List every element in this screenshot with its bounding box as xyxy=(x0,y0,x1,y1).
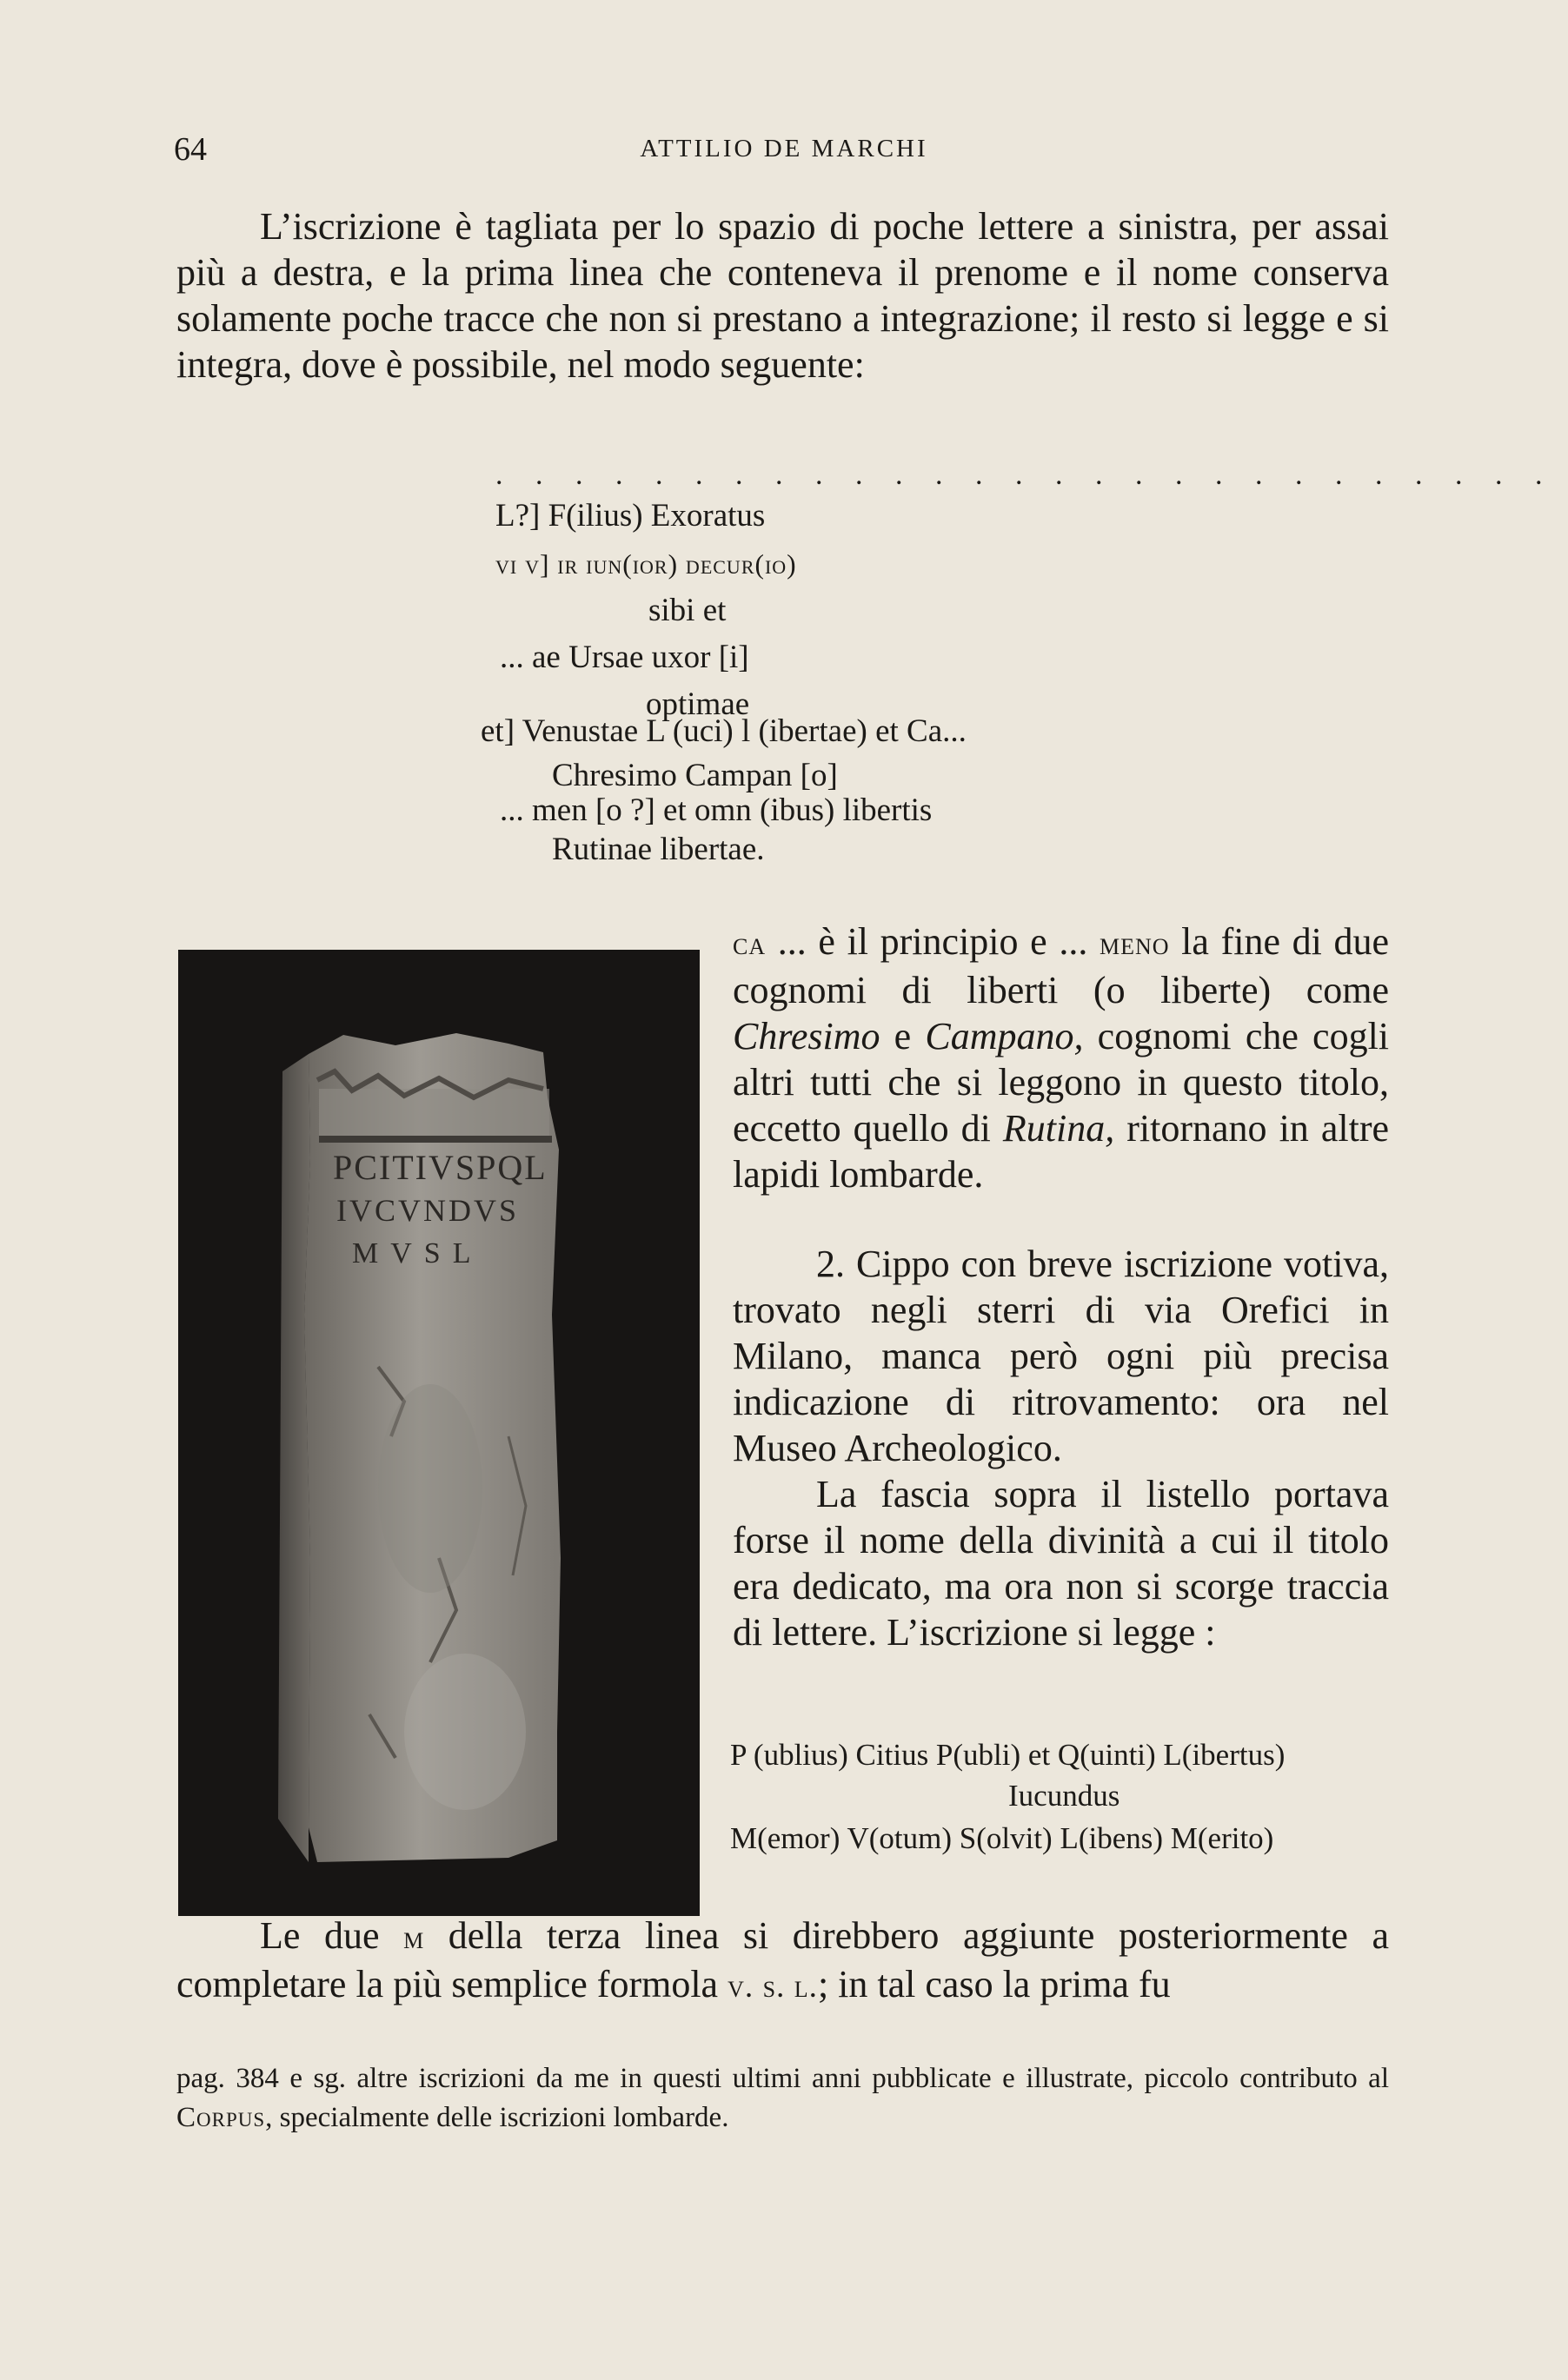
page-number: 64 xyxy=(174,131,207,168)
intro-text: L’iscrizione è tagliata per lo spazio di poche lettere a sinistra, per assai più a destra, e la prima linea che conteneva il prenome e il nome conserva solamente poche tracce che non si prestano a integrazione; il resto si legge e si integra, dove è possibile, nel modo seguente: xyxy=(176,205,1389,386)
photo-inscription-line: PCITIVSPQL xyxy=(333,1148,548,1187)
photo-inscription-line: MVSL xyxy=(352,1237,483,1270)
inscription-dots: . . . . . . . . . . . . . . . . . . . . . . . . . . . xyxy=(495,459,1555,491)
text-segment: ritornano in altre lapidi lombarde. xyxy=(733,1107,1390,1196)
column-paragraph-2-text: 2. Cippo con breve iscrizione votiva, trovato negli sterri di via Orefici in Milano, manca però ogni più precisa indicazione di ritrovamento: ora nel Museo Archeologico. xyxy=(733,1243,1389,1469)
intro-paragraph xyxy=(176,203,1389,388)
inscription-line: L?] F(ilius) Exoratus xyxy=(495,498,766,534)
inscription-2-line-1: P (ublius) Citius P(ubli) et Q(uinti) L(ibertus) xyxy=(730,1738,1286,1772)
italic-name: Chresimo xyxy=(733,1015,880,1057)
inscription-line: optimae xyxy=(646,686,750,722)
inscription-line: sibi et xyxy=(648,593,727,628)
inscription-line: Rutinae libertae. xyxy=(552,832,765,867)
inscription-2-line-2: Iucundus xyxy=(1008,1779,1120,1813)
text-segment: e xyxy=(894,1015,912,1057)
column-paragraph-3 xyxy=(733,1471,1389,1655)
text-segment: Le due xyxy=(260,1914,380,1957)
inscription-line: et] Venustae L (uci) l (ibertae) et Ca... xyxy=(481,713,967,749)
cippus-photo xyxy=(178,950,700,1916)
italic-name: Campano, xyxy=(925,1015,1084,1057)
closing-paragraph xyxy=(176,1913,1389,2010)
column-paragraph-1 xyxy=(733,918,1389,1197)
inscription-line: ... ae Ursae uxor [i] xyxy=(500,640,749,675)
column-paragraph-2 xyxy=(733,1241,1389,1471)
inscription-line: Chresimo Campan [o] xyxy=(552,758,838,793)
m-label: m xyxy=(403,1920,425,1956)
cippus-photo-svg xyxy=(178,950,700,1916)
corpus-label: Corpus xyxy=(176,2102,266,2133)
text-segment: cognomi che cogli altri tutti che si leggono in questo titolo, eccetto quello di xyxy=(733,1015,1390,1150)
column-paragraph-3-text: La fascia sopra il listello portava forse il nome della divinità a cui il titolo era dedicato, ma ora non si scorge traccia di lettere. L’iscrizione si legge : xyxy=(733,1473,1389,1654)
footnote-text: , specialmente delle iscrizioni lombarde. xyxy=(265,2102,729,2133)
text-segment: la fine di due cognomi di liberti (o liberte) come xyxy=(733,920,1389,1011)
text-segment: ; in tal caso la prima fu xyxy=(817,1963,1171,2005)
footnote xyxy=(176,2059,1389,2138)
running-title: ATTILIO DE MARCHI xyxy=(640,135,928,162)
vsl-label: v. s. l. xyxy=(728,1969,818,2005)
italic-name: Rutina, xyxy=(1002,1107,1115,1150)
inscription-line xyxy=(495,545,797,582)
text-segment: ... è il principio e ... xyxy=(777,920,1088,963)
inscription-line-text: vi v] ir iun(ior) decur(io) xyxy=(495,549,797,580)
inscription-2-line-3: M(emor) V(otum) S(olvit) L(ibens) M(erito) xyxy=(730,1821,1274,1855)
inscription-line: ... men [o ?] et omn (ibus) libertis xyxy=(500,792,933,828)
meno-label: meno xyxy=(1099,926,1170,962)
footnote-text: pag. 384 e sg. altre iscrizioni da me in questi ultimi anni pubblicate e illustrate, piccolo contributo al xyxy=(176,2063,1389,2094)
text-segment: della terza linea si direbbero aggiunte posteriormente a completare la più semplice formola xyxy=(176,1914,1390,2005)
photo-inscription-line: IVCVNDVS xyxy=(336,1193,520,1228)
ca-label: ca xyxy=(733,926,767,962)
